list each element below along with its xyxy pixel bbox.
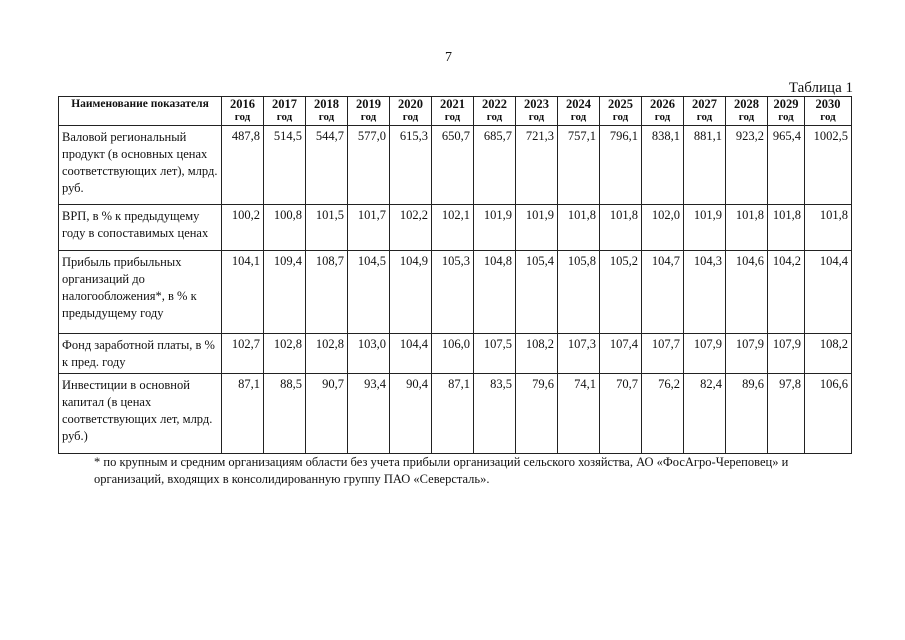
value-cell: 87,1 — [432, 374, 474, 454]
value-cell: 100,8 — [264, 205, 306, 251]
value-cell: 577,0 — [348, 126, 390, 205]
value-cell: 107,5 — [474, 334, 516, 374]
value-cell: 88,5 — [264, 374, 306, 454]
row-label: Инвестиции в основной капитал (в ценах соответствующих лет, млрд. руб.) — [59, 374, 222, 454]
value-cell: 650,7 — [432, 126, 474, 205]
value-cell: 881,1 — [684, 126, 726, 205]
value-cell: 101,9 — [474, 205, 516, 251]
value-cell: 101,8 — [805, 205, 852, 251]
year-unit: год — [820, 111, 836, 123]
value-cell: 101,7 — [348, 205, 390, 251]
value-cell: 90,7 — [306, 374, 348, 454]
value-cell: 76,2 — [642, 374, 684, 454]
year-unit: год — [402, 111, 419, 123]
value-cell: 104,4 — [805, 251, 852, 334]
value-cell: 89,6 — [726, 374, 768, 454]
year-value: 2020 — [398, 97, 423, 111]
year-unit: год — [318, 111, 335, 123]
year-value: 2018 — [314, 97, 339, 111]
value-cell: 107,3 — [558, 334, 600, 374]
value-cell: 93,4 — [348, 374, 390, 454]
row-label: Фонд заработной платы, в % к пред. году — [59, 334, 222, 374]
table-caption: Таблица 1 — [788, 80, 853, 96]
value-cell: 101,8 — [558, 205, 600, 251]
value-cell: 104,2 — [768, 251, 805, 334]
value-cell: 107,9 — [726, 334, 768, 374]
year-header-2018 — [306, 97, 348, 126]
table-row-grp — [59, 126, 852, 205]
year-header-2030 — [805, 97, 852, 126]
year-header-2029 — [768, 97, 805, 126]
year-value: 2016 — [230, 97, 255, 111]
value-cell: 104,5 — [348, 251, 390, 334]
value-cell: 102,7 — [222, 334, 264, 374]
value-cell: 82,4 — [684, 374, 726, 454]
value-cell: 104,1 — [222, 251, 264, 334]
value-cell: 108,2 — [516, 334, 558, 374]
footnote: * по крупным и средним организациям области без учета прибыли организаций сельского хозяйства, АО «ФосАгро-Череповец» и организаций, входящих в консолидированную группу ПАО «Северсталь». — [94, 455, 789, 486]
value-cell: 83,5 — [474, 374, 516, 454]
value-cell: 102,2 — [390, 205, 432, 251]
value-cell: 109,4 — [264, 251, 306, 334]
year-header-2028 — [726, 97, 768, 126]
year-unit: год — [696, 111, 713, 123]
value-cell: 757,1 — [558, 126, 600, 205]
value-cell: 105,8 — [558, 251, 600, 334]
value-cell: 100,2 — [222, 205, 264, 251]
value-cell: 102,1 — [432, 205, 474, 251]
year-header-2024 — [558, 97, 600, 126]
value-cell: 105,2 — [600, 251, 642, 334]
value-cell: 104,3 — [684, 251, 726, 334]
value-cell: 923,2 — [726, 126, 768, 205]
table-header-row — [59, 97, 852, 126]
year-value: 2022 — [482, 97, 507, 111]
value-cell: 102,8 — [306, 334, 348, 374]
year-unit: год — [612, 111, 629, 123]
value-cell: 104,9 — [390, 251, 432, 334]
year-unit: год — [276, 111, 293, 123]
value-cell: 90,4 — [390, 374, 432, 454]
value-cell: 104,8 — [474, 251, 516, 334]
year-unit: год — [654, 111, 671, 123]
value-cell: 105,3 — [432, 251, 474, 334]
value-cell: 101,8 — [600, 205, 642, 251]
year-value: 2026 — [650, 97, 675, 111]
year-value: 2021 — [440, 97, 465, 111]
indicator-column-header: Наименование показателя — [59, 97, 222, 126]
row-label: Валовой региональный продукт (в основных ценах соответствующих лет), млрд. руб. — [59, 126, 222, 205]
value-cell: 102,0 — [642, 205, 684, 251]
value-cell: 104,6 — [726, 251, 768, 334]
table-row-investments — [59, 374, 852, 454]
value-cell: 544,7 — [306, 126, 348, 205]
value-cell: 106,0 — [432, 334, 474, 374]
value-cell: 101,5 — [306, 205, 348, 251]
value-cell: 107,7 — [642, 334, 684, 374]
value-cell: 79,6 — [516, 374, 558, 454]
indicators-table — [58, 96, 852, 454]
value-cell: 74,1 — [558, 374, 600, 454]
year-header-2019 — [348, 97, 390, 126]
value-cell: 105,4 — [516, 251, 558, 334]
value-cell: 685,7 — [474, 126, 516, 205]
year-value: 2023 — [524, 97, 549, 111]
year-unit: год — [444, 111, 461, 123]
table-row-wages — [59, 334, 852, 374]
year-unit: год — [360, 111, 377, 123]
year-value: 2025 — [608, 97, 633, 111]
value-cell: 104,7 — [642, 251, 684, 334]
year-header-2021 — [432, 97, 474, 126]
year-unit: год — [570, 111, 587, 123]
value-cell: 107,9 — [684, 334, 726, 374]
year-value: 2024 — [566, 97, 591, 111]
value-cell: 615,3 — [390, 126, 432, 205]
year-header-2016 — [222, 97, 264, 126]
row-label: Прибыль прибыльных организаций до налогообложения*, в % к предыдущему году — [59, 251, 222, 334]
year-unit: год — [528, 111, 545, 123]
value-cell: 108,2 — [805, 334, 852, 374]
year-header-2020 — [390, 97, 432, 126]
year-unit: год — [738, 111, 755, 123]
value-cell: 101,9 — [684, 205, 726, 251]
value-cell: 102,8 — [264, 334, 306, 374]
value-cell: 101,9 — [516, 205, 558, 251]
table-row-grp-growth — [59, 205, 852, 251]
value-cell: 108,7 — [306, 251, 348, 334]
value-cell: 70,7 — [600, 374, 642, 454]
year-value: 2030 — [815, 97, 841, 111]
year-unit: год — [486, 111, 503, 123]
value-cell: 1002,5 — [805, 126, 852, 205]
row-label: ВРП, в % к предыдущему году в сопоставимых ценах — [59, 205, 222, 251]
table-row-profit — [59, 251, 852, 334]
value-cell: 514,5 — [264, 126, 306, 205]
value-cell: 107,4 — [600, 334, 642, 374]
year-value: 2017 — [272, 97, 297, 111]
year-value: 2029 — [773, 97, 799, 111]
value-cell: 97,8 — [768, 374, 805, 454]
year-header-2017 — [264, 97, 306, 126]
value-cell: 107,9 — [768, 334, 805, 374]
year-header-2026 — [642, 97, 684, 126]
value-cell: 838,1 — [642, 126, 684, 205]
year-header-2025 — [600, 97, 642, 126]
value-cell: 103,0 — [348, 334, 390, 374]
year-header-2023 — [516, 97, 558, 126]
year-unit: год — [778, 111, 794, 123]
value-cell: 101,8 — [768, 205, 805, 251]
year-value: 2028 — [734, 97, 759, 111]
year-value: 2027 — [692, 97, 717, 111]
value-cell: 796,1 — [600, 126, 642, 205]
page-number: 7 — [445, 50, 452, 65]
year-header-2022 — [474, 97, 516, 126]
value-cell: 104,4 — [390, 334, 432, 374]
year-header-2027 — [684, 97, 726, 126]
year-value: 2019 — [356, 97, 381, 111]
value-cell: 965,4 — [768, 126, 805, 205]
value-cell: 487,8 — [222, 126, 264, 205]
value-cell: 101,8 — [726, 205, 768, 251]
value-cell: 106,6 — [805, 374, 852, 454]
value-cell: 87,1 — [222, 374, 264, 454]
year-unit: год — [234, 111, 251, 123]
value-cell: 721,3 — [516, 126, 558, 205]
